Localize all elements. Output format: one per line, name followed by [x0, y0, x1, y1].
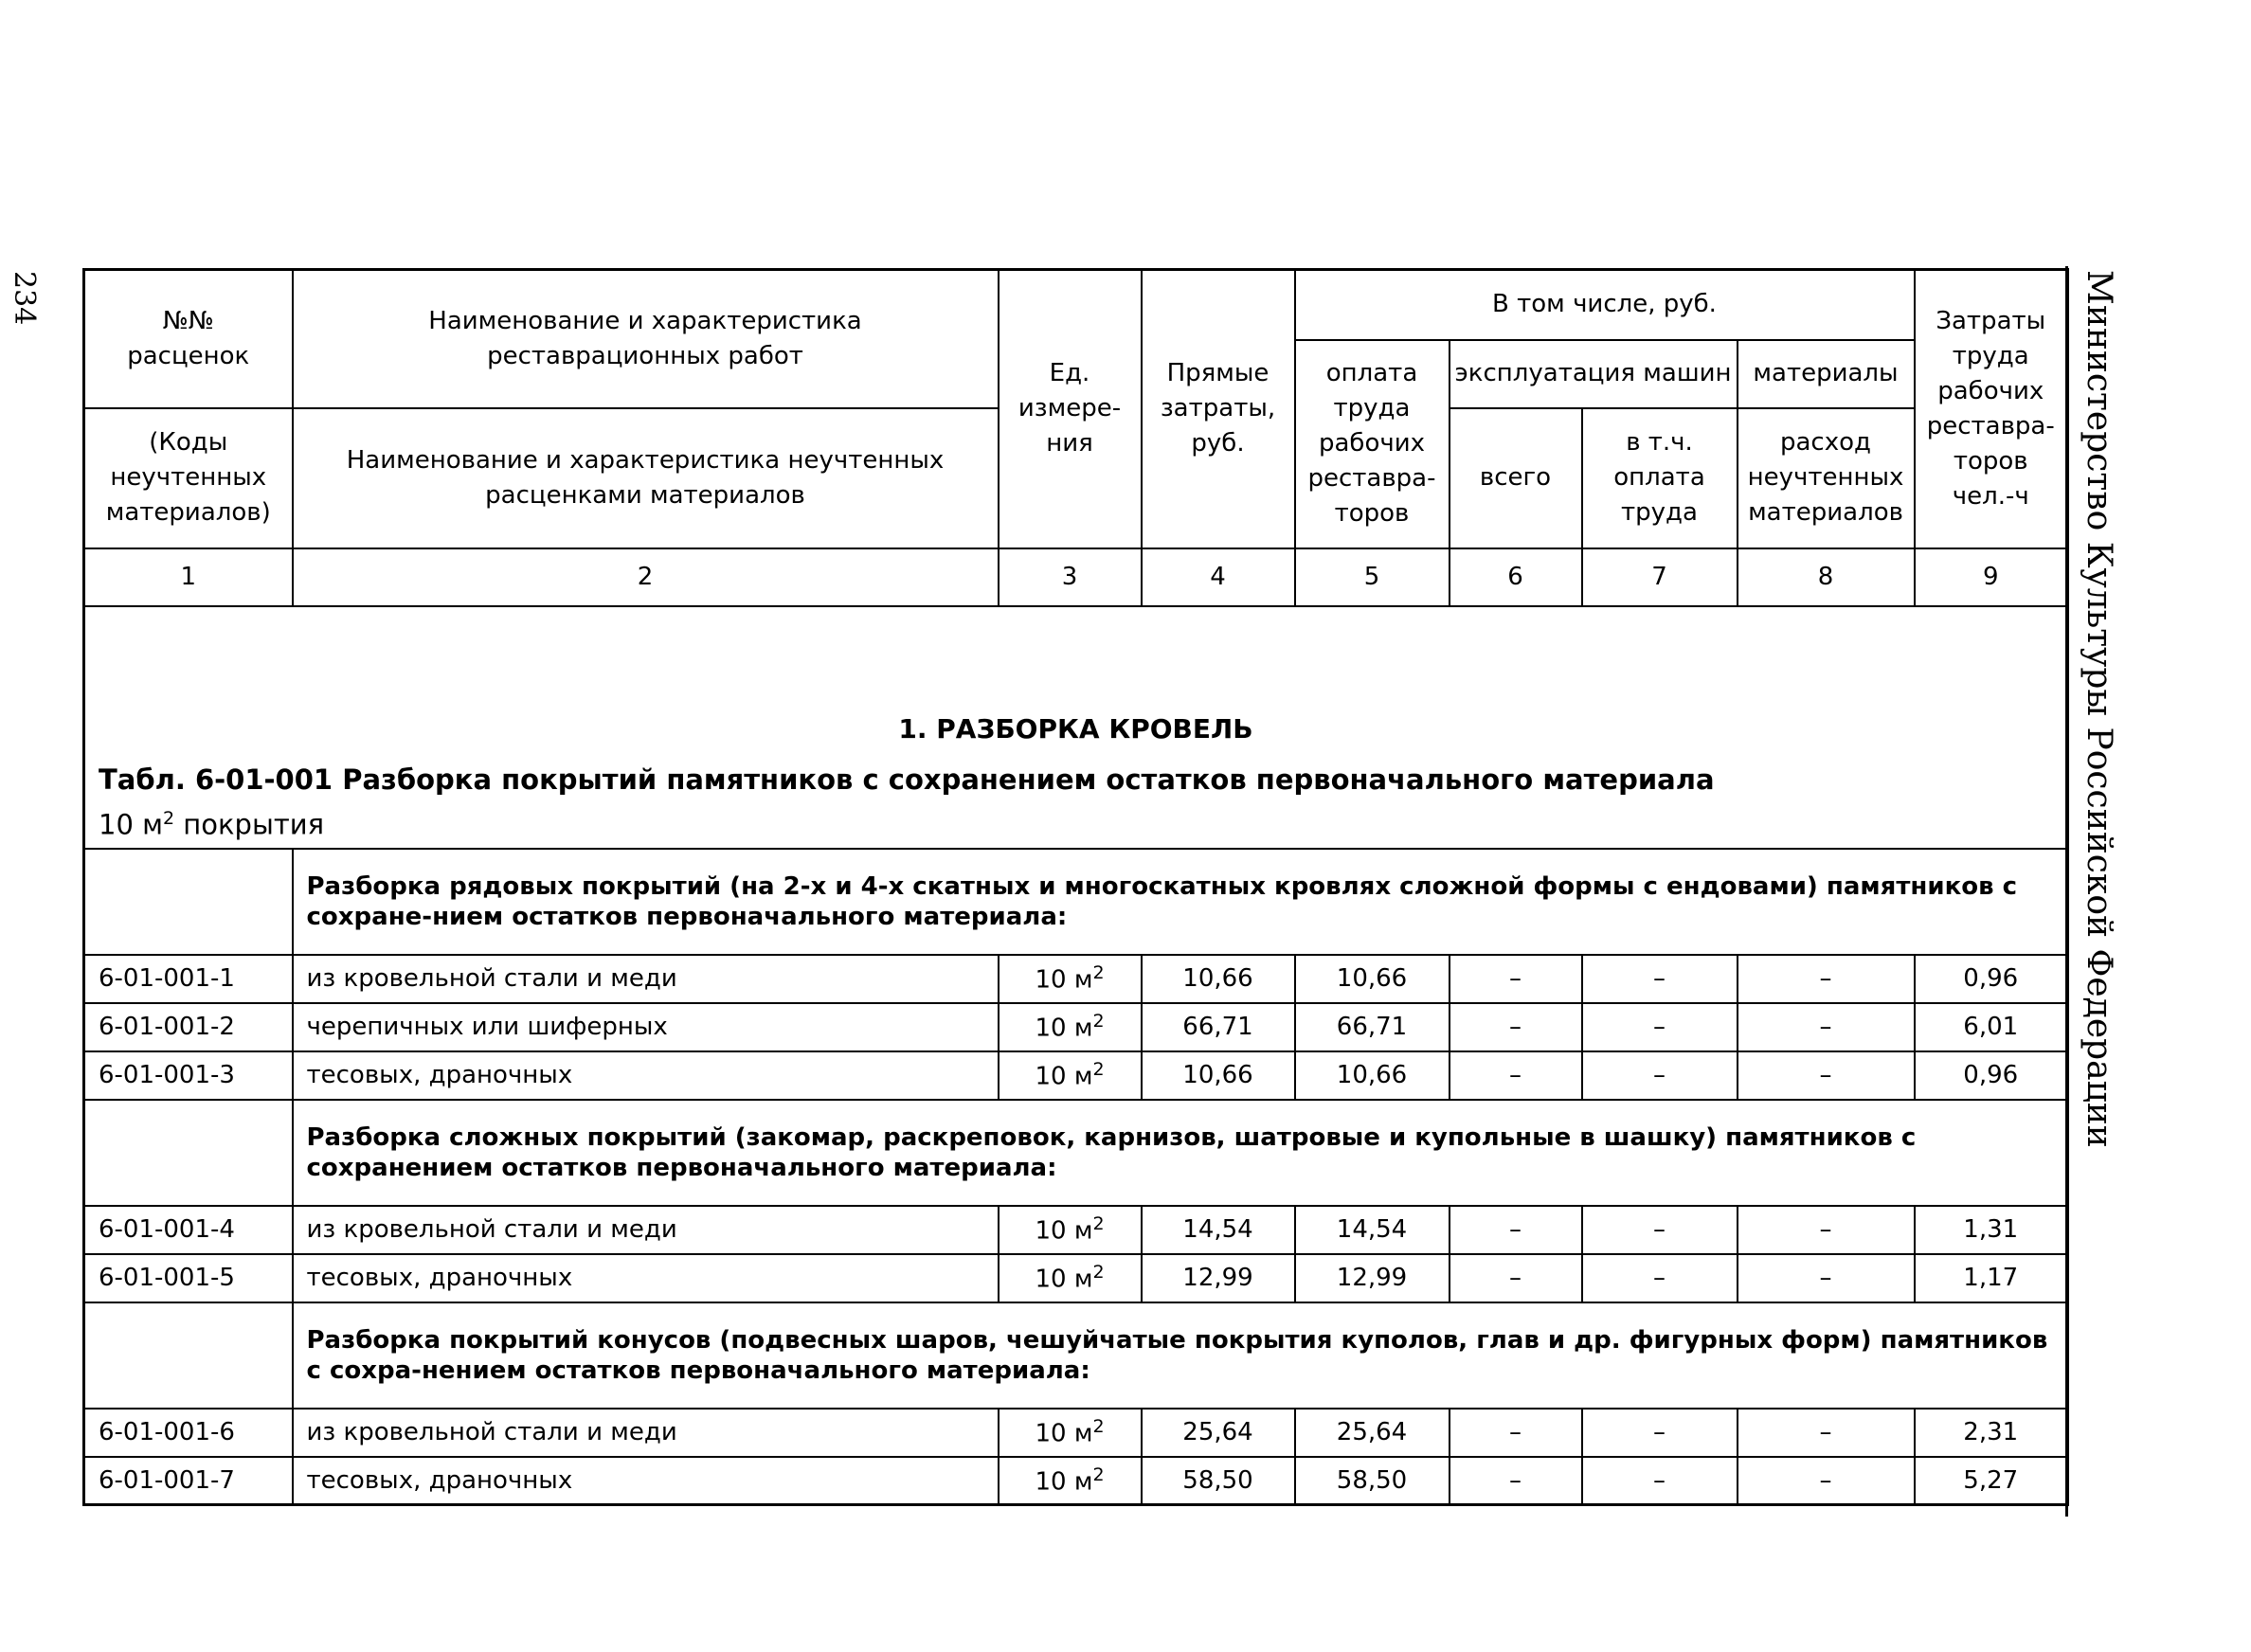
rate-code: 6-01-001-6 — [84, 1409, 293, 1457]
rate-code: 6-01-001-2 — [84, 1003, 293, 1051]
unit-superscript: 2 — [1092, 1262, 1105, 1284]
machines-total: – — [1450, 1003, 1582, 1051]
machines-labor: – — [1582, 1409, 1738, 1457]
labor-hours: 5,27 — [1915, 1457, 2068, 1505]
header-col2-bottom: Наименование и характеристика неучтенных расценками материалов — [293, 408, 999, 548]
column-number: 5 — [1295, 548, 1450, 606]
unit-superscript: 2 — [1092, 962, 1105, 984]
unit-text: 10 м — [1035, 1265, 1093, 1294]
direct-cost: 25,64 — [1142, 1409, 1295, 1457]
group-title: Разборка рядовых покрытий (на 2-х и 4-х скатных и многоскатных кровлях сложной формы с ендовами) памятников с сохране-нием остатков первоначального материала: — [293, 849, 2068, 955]
machines-labor: – — [1582, 1051, 1738, 1100]
header-col5-labor: оплата труда рабочих реставра- торов — [1295, 340, 1450, 548]
group-row — [84, 1100, 2068, 1206]
machines-total: – — [1450, 1051, 1582, 1100]
column-number: 7 — [1582, 548, 1738, 606]
labor-cost: 14,54 — [1295, 1206, 1450, 1254]
rate-code: 6-01-001-7 — [84, 1457, 293, 1505]
unit-superscript: 2 — [1092, 1059, 1105, 1081]
labor-hours: 6,01 — [1915, 1003, 2068, 1051]
group-code-empty — [84, 1302, 293, 1409]
table-row — [84, 1457, 2068, 1505]
work-name: черепичных или шиферных — [293, 1003, 999, 1051]
materials-consumption: – — [1738, 1003, 1915, 1051]
unit — [999, 1409, 1142, 1457]
header-col6-total: всего — [1450, 408, 1582, 548]
unit-text: 10 м — [1035, 1216, 1093, 1246]
labor-cost: 66,71 — [1295, 1003, 1450, 1051]
work-name: из кровельной стали и меди — [293, 1206, 999, 1254]
machines-labor: – — [1582, 1457, 1738, 1505]
materials-consumption: – — [1738, 1457, 1915, 1505]
direct-cost: 14,54 — [1142, 1206, 1295, 1254]
machines-total: – — [1450, 1457, 1582, 1505]
unit-superscript: 2 — [1092, 1416, 1105, 1438]
table-row — [84, 1206, 2068, 1254]
unit — [999, 1254, 1142, 1302]
rate-code: 6-01-001-5 — [84, 1254, 293, 1302]
column-number: 6 — [1450, 548, 1582, 606]
table-row — [84, 1409, 2068, 1457]
rate-code: 6-01-001-1 — [84, 955, 293, 1003]
table-row — [84, 955, 2068, 1003]
unit-superscript: 2 — [1092, 1011, 1105, 1032]
unit — [999, 955, 1142, 1003]
labor-cost: 58,50 — [1295, 1457, 1450, 1505]
labor-hours: 2,31 — [1915, 1409, 2068, 1457]
unit-text: 10 м — [1035, 1014, 1093, 1043]
group-code-empty — [84, 849, 293, 955]
labor-cost: 25,64 — [1295, 1409, 1450, 1457]
header-col2-top: Наименование и характеристика реставрационных работ — [293, 270, 999, 408]
column-number: 8 — [1738, 548, 1915, 606]
unit-superscript: 2 — [1092, 1213, 1105, 1235]
labor-hours: 0,96 — [1915, 955, 2068, 1003]
unit-text: 10 м — [1035, 1467, 1093, 1497]
direct-cost: 10,66 — [1142, 1051, 1295, 1100]
direct-cost: 12,99 — [1142, 1254, 1295, 1302]
materials-consumption: – — [1738, 1051, 1915, 1100]
work-name: тесовых, драночных — [293, 1254, 999, 1302]
table-row — [84, 1003, 2068, 1051]
machines-total: – — [1450, 1206, 1582, 1254]
column-number: 9 — [1915, 548, 2068, 606]
section-title: 1. РАЗБОРКА КРОВЕЛЬ — [898, 712, 1253, 745]
header-col3-unit: Ед. измере- ния — [999, 270, 1142, 548]
machines-total: – — [1450, 1409, 1582, 1457]
machines-total: – — [1450, 1254, 1582, 1302]
rate-code: 6-01-001-4 — [84, 1206, 293, 1254]
table-row — [84, 1254, 2068, 1302]
column-number: 1 — [84, 548, 293, 606]
materials-consumption: – — [1738, 1409, 1915, 1457]
direct-cost: 10,66 — [1142, 955, 1295, 1003]
side-title: Министерство Культуры Российской Федерации — [2080, 270, 2118, 1148]
column-numbers-row — [84, 548, 2068, 606]
machines-labor: – — [1582, 1003, 1738, 1051]
unit-text: 10 м — [1035, 965, 1093, 995]
header-col1-bottom: (Коды неучтенных материалов) — [84, 408, 293, 548]
table-row — [84, 1051, 2068, 1100]
direct-cost: 58,50 — [1142, 1457, 1295, 1505]
header-group-machines: эксплуатация машин — [1450, 340, 1738, 408]
work-name: из кровельной стали и меди — [293, 955, 999, 1003]
unit — [999, 1206, 1142, 1254]
direct-cost: 66,71 — [1142, 1003, 1295, 1051]
header-col4-direct: Прямые затраты, руб. — [1142, 270, 1295, 548]
materials-consumption: – — [1738, 1206, 1915, 1254]
group-code-empty — [84, 1100, 293, 1206]
header-group-materials: материалы — [1738, 340, 1915, 408]
machines-labor: – — [1582, 955, 1738, 1003]
group-row — [84, 1302, 2068, 1409]
unit-text: 10 м — [1035, 1419, 1093, 1448]
unit-superscript: 2 — [1092, 1463, 1105, 1485]
header-col7-labor: в т.ч. оплата труда — [1582, 408, 1738, 548]
header-col8-materials: расход неучтенных материалов — [1738, 408, 1915, 548]
labor-hours: 0,96 — [1915, 1051, 2068, 1100]
work-name: из кровельной стали и меди — [293, 1409, 999, 1457]
labor-cost: 12,99 — [1295, 1254, 1450, 1302]
labor-cost: 10,66 — [1295, 955, 1450, 1003]
group-row — [84, 849, 2068, 955]
unit — [999, 1457, 1142, 1505]
rates-table — [82, 268, 2069, 1506]
labor-hours: 1,31 — [1915, 1206, 2068, 1254]
column-number: 4 — [1142, 548, 1295, 606]
machines-total: – — [1450, 955, 1582, 1003]
materials-consumption: – — [1738, 1254, 1915, 1302]
work-name: тесовых, драночных — [293, 1051, 999, 1100]
header-group-including: В том числе, руб. — [1295, 270, 1915, 340]
rate-code: 6-01-001-3 — [84, 1051, 293, 1100]
header-col9-hours: Затраты труда рабочих реставра- торов чел.-ч — [1915, 270, 2068, 548]
page-number: 234 — [8, 271, 41, 326]
unit — [999, 1051, 1142, 1100]
machines-labor: – — [1582, 1254, 1738, 1302]
unit-text: 10 м — [1035, 1062, 1093, 1091]
labor-cost: 10,66 — [1295, 1051, 1450, 1100]
group-title: Разборка покрытий конусов (подвесных шаров, чешуйчатые покрытия куполов, глав и др. фигурных форм) памятников с сохра-нением остатков первоначального материала: — [293, 1302, 2068, 1409]
header-col1-top: №№ расценок — [84, 270, 293, 408]
labor-hours: 1,17 — [1915, 1254, 2068, 1302]
materials-consumption: – — [1738, 955, 1915, 1003]
machines-labor: – — [1582, 1206, 1738, 1254]
column-number: 3 — [999, 548, 1142, 606]
table-unit: 10 $м^2$ покрытия — [99, 807, 325, 841]
table-caption: Табл. 6-01-001 Разборка покрытий памятников с сохранением остатков первоначального материала — [99, 763, 1715, 796]
section-header — [84, 606, 2068, 849]
unit — [999, 1003, 1142, 1051]
work-name: тесовых, драночных — [293, 1457, 999, 1505]
group-title: Разборка сложных покрытий (закомар, раскреповок, карнизов, шатровые и купольные в шашку) памятников с сохранением остатков первоначального материала: — [293, 1100, 2068, 1206]
column-number: 2 — [293, 548, 999, 606]
